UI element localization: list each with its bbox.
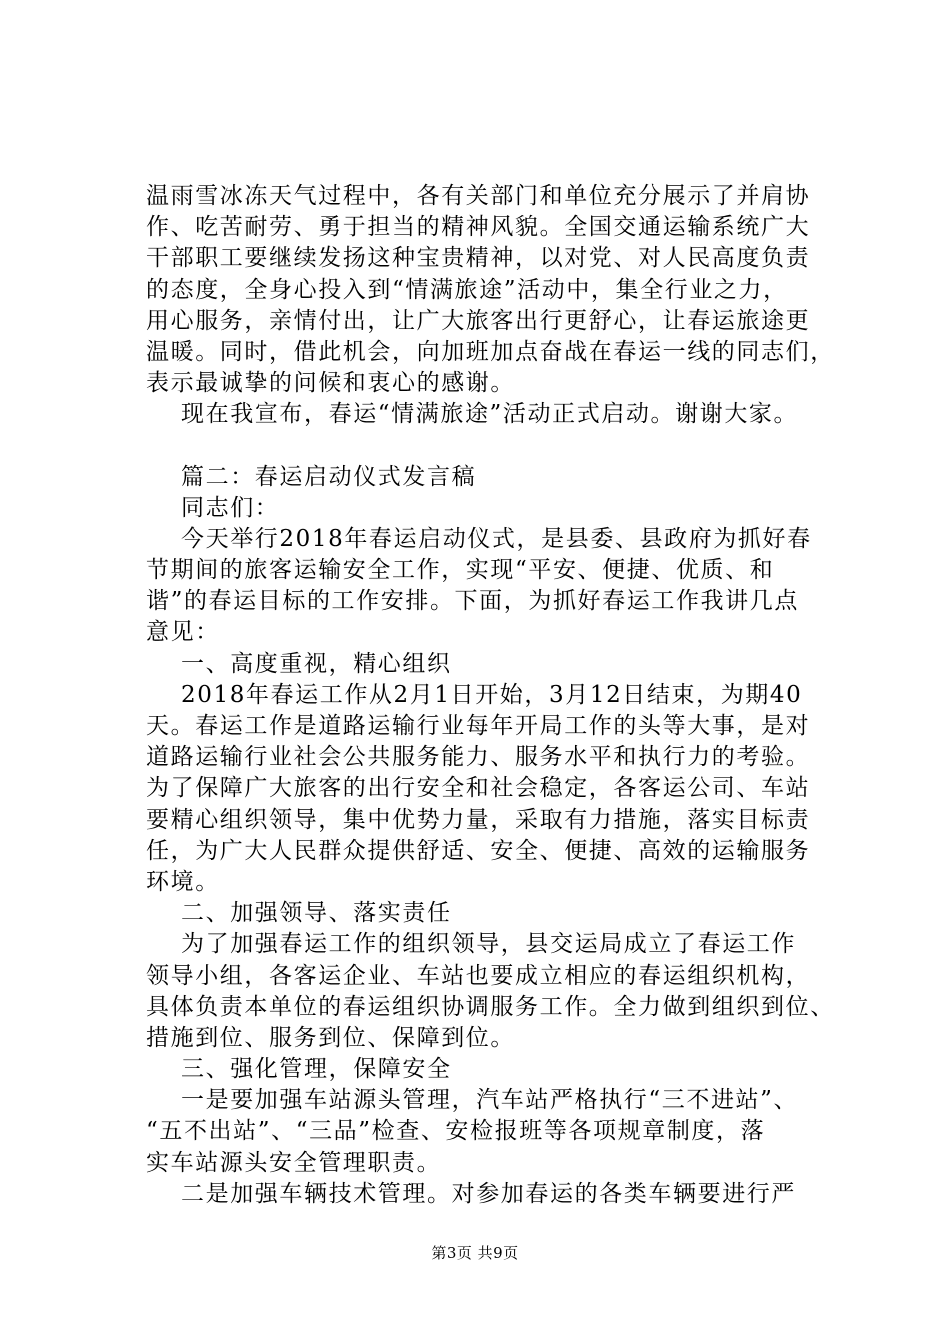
text-line: 为了保障广大旅客的出行安全和社会稳定，各客运公司、车站 — [146, 775, 811, 802]
text-line: 为了加强春运工作的组织领导，县交运局成立了春运工作 — [181, 931, 796, 958]
blank-line — [146, 431, 846, 462]
subheading: 三、强化管理，保障安全 — [181, 1056, 452, 1083]
text-line: 今天举行2018年春运启动仪式，是县委、县政府为抓好春 — [181, 525, 812, 552]
text-line: 2018年春运工作从2月1日开始，3月12日结束，为期40 — [181, 681, 803, 708]
text-line: 温暖。同时，借此机会，向加班加点奋战在春运一线的同志们， — [146, 338, 835, 365]
text-line: 环境。 — [146, 868, 220, 895]
text-line: 谐”的春运目标的工作安排。下面，为抓好春运工作我讲几点 — [146, 588, 799, 615]
text-line: 任，为广大人民群众提供舒适、安全、便捷、高效的运输服务 — [146, 837, 811, 864]
text-line: 措施到位、服务到位、保障到位。 — [146, 1024, 515, 1051]
section-heading: 篇二：春运启动仪式发言稿 — [181, 463, 477, 490]
text-line: 干部职工要继续发扬这种宝贵精神，以对党、对人民高度负责 — [146, 245, 811, 272]
text-line: 二是加强车辆技术管理。对参加春运的各类车辆要进行严 — [181, 1180, 796, 1207]
text-line: 节期间的旅客运输安全工作，实现“平安、便捷、优质、和 — [146, 557, 775, 584]
text-line: 具体负责本单位的春运组织协调服务工作。全力做到组织到位、 — [146, 993, 835, 1020]
text-line: 表示最诚挚的问候和衷心的感谢。 — [146, 370, 515, 397]
document-body — [146, 181, 846, 1210]
text-line: 现在我宣布，春运“情满旅途”活动正式启动。谢谢大家。 — [181, 401, 799, 428]
text-line: 作、吃苦耐劳、勇于担当的精神风貌。全国交通运输系统广大 — [146, 214, 811, 241]
text-line: 意见： — [146, 619, 220, 646]
text-line: 一是要加强车站源头管理，汽车站严格执行“三不进站”、 — [181, 1087, 799, 1114]
text-line: 道路运输行业社会公共服务能力、服务水平和执行力的考验。 — [146, 744, 811, 771]
page-footer: 第3页 共9页 — [431, 1244, 519, 1262]
subheading: 二、加强领导、落实责任 — [181, 900, 452, 927]
text-line: 的态度，全身心投入到“情满旅途”活动中，集全行业之力， — [146, 276, 788, 303]
text-line: 温雨雪冰冻天气过程中，各有关部门和单位充分展示了并肩协 — [146, 183, 811, 209]
text-line: 要精心组织领导，集中优势力量，采取有力措施，落实目标责 — [146, 806, 811, 833]
text-line: “五不出站”、“三品”检查、安检报班等各项规章制度，落 — [146, 1118, 766, 1145]
text-line: 用心服务，亲情付出，让广大旅客出行更舒心，让春运旅途更 — [146, 307, 811, 334]
text-line: 领导小组，各客运企业、车站也要成立相应的春运组织机构， — [146, 962, 811, 989]
subheading: 一、高度重视，精心组织 — [181, 650, 452, 677]
salutation: 同志们： — [181, 494, 280, 521]
text-line: 实车站源头安全管理职责。 — [146, 1149, 442, 1176]
text-line: 天。春运工作是道路运输行业每年开局工作的头等大事，是对 — [146, 713, 811, 739]
